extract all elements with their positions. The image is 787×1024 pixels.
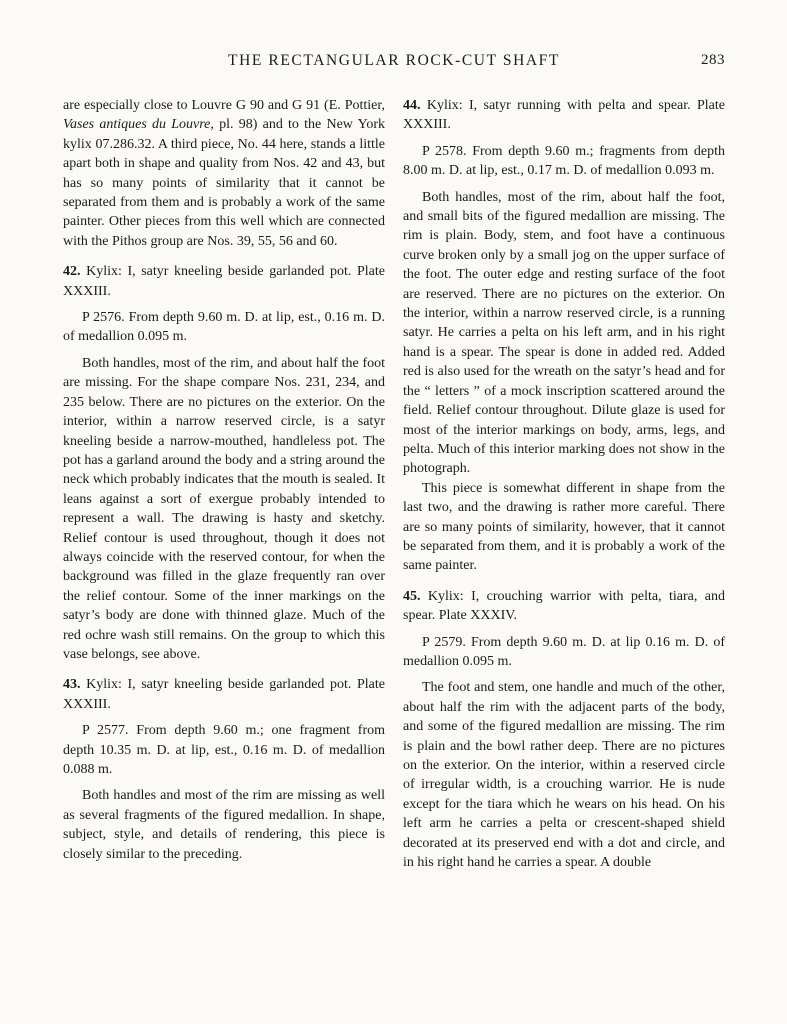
paragraph	[403, 678, 725, 872]
text-run: This piece is somewhat different in shape from the last two, and the drawing is rather more careful. There are so many points of similarity, however, that it cannot be separated from them, and it is probably a work of the same painter.	[403, 480, 725, 574]
text-run: The foot and stem, one handle and much of the other, about half the rim with the adjacent parts of the body, and some of the figured medallion are missing. The rim is plain and the bowl rather deep. There are no pictures on the exterior. On the interior, within a reserved circle of irregular width, is a crouching warrior. He is nude except for the tiara which he wears on his head. On his left arm he carries a pelta or crescent-shaped shield decorated at its preserved end with a dot and circle, and in his right hand he carries a spear. A double	[403, 680, 725, 871]
text-run: P 2576. From depth 9.60 m. D. at lip, est., 0.16 m. D. of medallion 0.095 m.	[63, 310, 385, 345]
entry-heading	[403, 587, 725, 626]
column-left	[63, 96, 385, 872]
entry-heading	[63, 262, 385, 301]
text-run: , pl. 98) and to the New York kylix 07.286.32. A third piece, No. 44 here, stands a little apart both in shape and quality from Nos. 42 and 43, but has so many points of similarity that it cannot be separated from them and is probably a work of the same painter. Other pieces from this well which are connected with the Pithos group are Nos. 39, 55, 56 and 60.	[63, 117, 385, 249]
page-header	[63, 52, 725, 70]
text-run: Kylix: I, satyr kneeling beside garlanded pot. Plate XXXIII.	[63, 264, 385, 299]
paragraph	[63, 354, 385, 665]
paragraph	[403, 188, 725, 479]
text-run: Kylix: I, crouching warrior with pelta, tiara, and spear. Plate XXXIV.	[403, 588, 725, 624]
catalog-line	[403, 142, 725, 181]
text-run: Both handles, most of the rim, and about half the foot are missing. For the shape compare Nos. 231, 234, and 235 below. There are no pictures on the exterior. On the interior, within a narrow reserved circle, is a satyr kneeling beside a narrow-mouthed, handleless pot. The pot has a garland around the body and a string around the neck which probably indicates that the mouth is sealed. It leans against a sort of exergue probably intended to represent a wall. The drawing is hasty and sketchy. Relief contour is used throughout, though it does not always coincide with the reserved contour, for when the background was filled in the glaze frequently ran over the relief contour. Some of the inner markings on the satyr’s body are done with thinned glaze. Much of the red ochre wash still remains. On the group to which this vase belongs, see above.	[63, 355, 385, 662]
running-head-title: THE RECTANGULAR ROCK-CUT SHAFT	[228, 52, 560, 69]
text-run: P 2578. From depth 9.60 m.; fragments from depth 8.00 m. D. at lip, est., 0.17 m. D. of medallion 0.093 m.	[403, 143, 725, 179]
text-run: Both handles, most of the rim, about half the foot, and small bits of the figured medallion are missing. The rim is plain. Body, stem, and foot have a continuous curve broken only by a small jog on the upper surface of the foot. The outer edge and resting surface of the foot are reserved. There are no pictures on the exterior. On the interior, within a narrow reserved circle, is a running satyr. He carries a pelta on his left arm, and in his right hand is a spear. The spear is done in added red. Added red is also used for the wreath on the satyr’s head and for the “ letters ” of a mock inscription scattered around the field. Relief contour throughout. Dilute glaze is used for most of the interior markings on body, arms, legs, and pelta. Much of this interior marking does not show in the photograph.	[403, 189, 725, 477]
catalog-line	[63, 721, 385, 779]
text-run: 44.	[403, 98, 421, 113]
text-run: 42.	[63, 264, 81, 280]
column-right	[403, 96, 725, 872]
paragraph	[403, 479, 725, 576]
text-run: 43.	[63, 677, 81, 693]
page-number: 283	[701, 52, 725, 68]
text-run: Kylix: I, satyr kneeling beside garlanded pot. Plate XXXIII.	[63, 677, 385, 712]
text-columns	[63, 96, 725, 872]
catalog-line	[63, 308, 385, 347]
text-run: Kylix: I, satyr running with pelta and spear. Plate XXXIII.	[403, 98, 725, 133]
text-run: Both handles and most of the rim are missing as well as several fragments of the figured medallion. In shape, subject, style, and details of rendering, this piece is closely similar to the preceding.	[63, 788, 385, 862]
text-run: Vases antiques du Louvre	[63, 117, 211, 133]
entry-heading	[63, 675, 385, 714]
text-run: are especially close to Louvre G 90 and G 91 (E. Pottier,	[63, 98, 385, 113]
entry-heading	[403, 96, 725, 135]
text-run: P 2579. From depth 9.60 m. D. at lip 0.16 m. D. of medallion 0.095 m.	[403, 634, 725, 669]
text-run: P 2577. From depth 9.60 m.; one fragment from depth 10.35 m. D. at lip, est., 0.16 m. D. of medallion 0.088 m.	[63, 723, 385, 777]
paragraph	[63, 96, 385, 251]
paragraph	[63, 786, 385, 864]
text-run: 45.	[403, 588, 421, 604]
catalog-line	[403, 633, 725, 672]
